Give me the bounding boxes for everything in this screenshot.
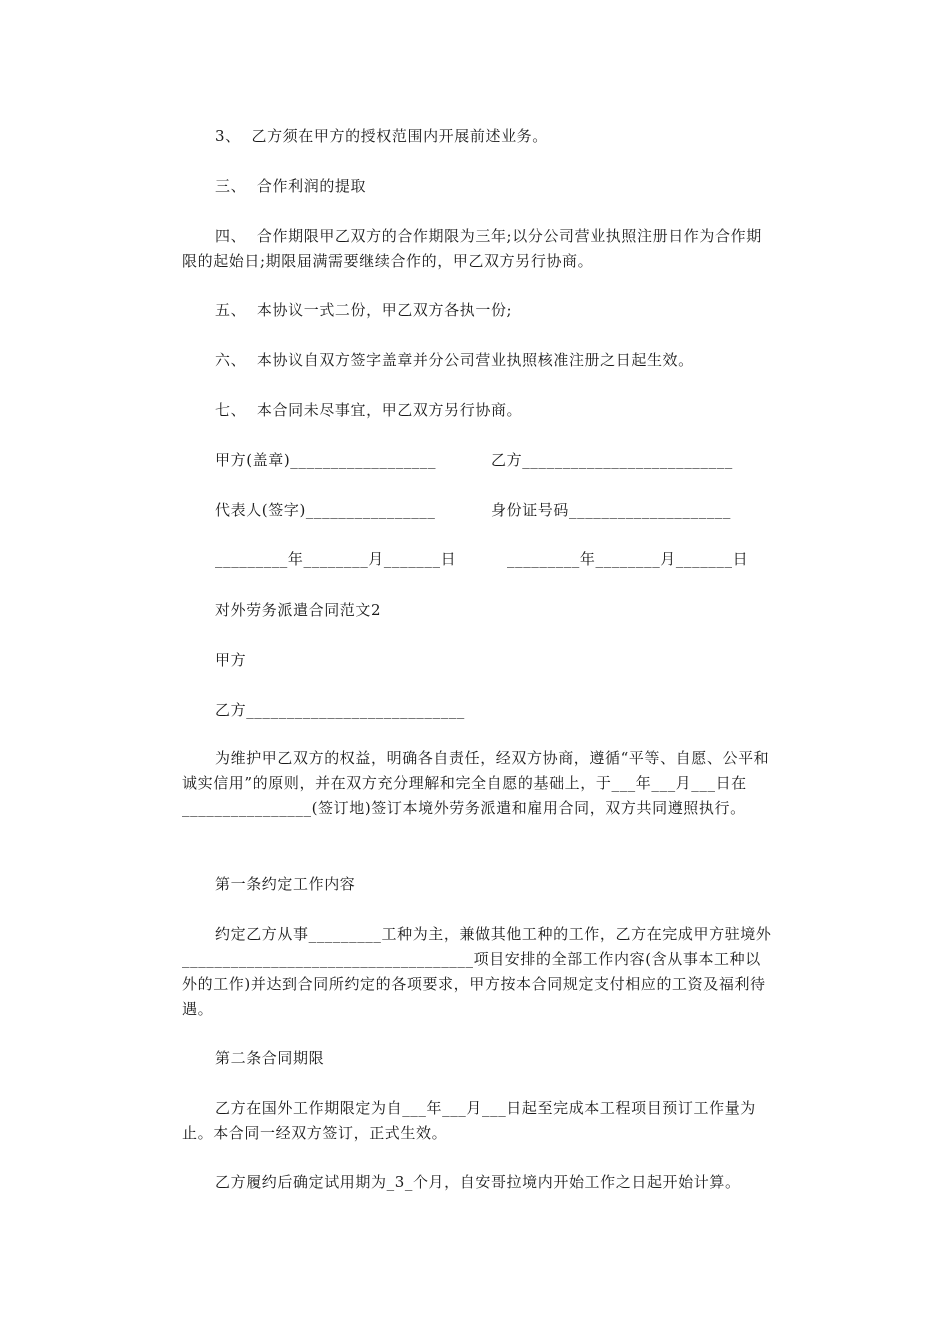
contract2-party-b: 乙方___________________________ <box>215 701 465 719</box>
article2-body-term: 乙方在国外工作期限定为自___年___月___日起至完成本工程项目预订工作量为止。本合同一经双方签订，正式生效。 <box>182 1099 756 1142</box>
representative-sign-line: 代表人(签字)________________ <box>215 501 436 519</box>
clause-three-profit: 三、 合作利润的提取 <box>215 177 367 195</box>
date-line-left: _________年________月_______日 <box>215 550 457 568</box>
article2-body-probation: 乙方履约后确定试用期为_3_个月，自安哥拉境内开始工作之日起开始计算。 <box>215 1173 741 1191</box>
clause-3: 3、 乙方须在甲方的授权范围内开展前述业务。 <box>215 127 548 145</box>
contract2-heading: 对外劳务派遣合同范文2 <box>215 601 382 619</box>
party-a-seal-line: 甲方(盖章)__________________ <box>215 451 437 469</box>
contract2-preamble: 为维护甲乙双方的权益，明确各自责任，经双方协商，遵循“平等、自愿、公平和诚实信用”的原则，并在双方充分理解和完全自愿的基础上，于___年___月___日在________________(签订地)签订本境外劳务派遣和雇用合同，双方共同遵照执行。 <box>182 749 770 817</box>
id-number-line: 身份证号码____________________ <box>491 501 732 519</box>
article1-title: 第一条约定工作内容 <box>215 875 356 893</box>
party-b-line: 乙方__________________________ <box>491 451 733 469</box>
clause-five-copies: 五、 本协议一式二份，甲乙双方各执一份; <box>215 301 513 319</box>
contract2-party-a: 甲方 <box>215 651 247 669</box>
clause-seven-misc: 七、 本合同未尽事宜，甲乙双方另行协商。 <box>215 401 523 419</box>
clause-six-effective: 六、 本协议自双方签字盖章并分公司营业执照核准注册之日起生效。 <box>215 351 694 369</box>
article2-title: 第二条合同期限 <box>215 1049 325 1067</box>
clause-four-term: 四、 合作期限甲乙双方的合作期限为三年;以分公司营业执照注册日作为合作期限的起始日;期限届满需要继续合作的，甲乙双方另行协商。 <box>182 227 762 270</box>
date-line-right: _________年________月_______日 <box>507 550 749 568</box>
article1-body: 约定乙方从事_________工种为主，兼做其他工种的工作，乙方在完成甲方驻境外____________________________________项目安排的全部工作内容(含从事本工种以外的工作)并达到合同所约定的各项要求，甲方按本合同规定支付相应的工资及福利待遇。 <box>182 925 772 1018</box>
